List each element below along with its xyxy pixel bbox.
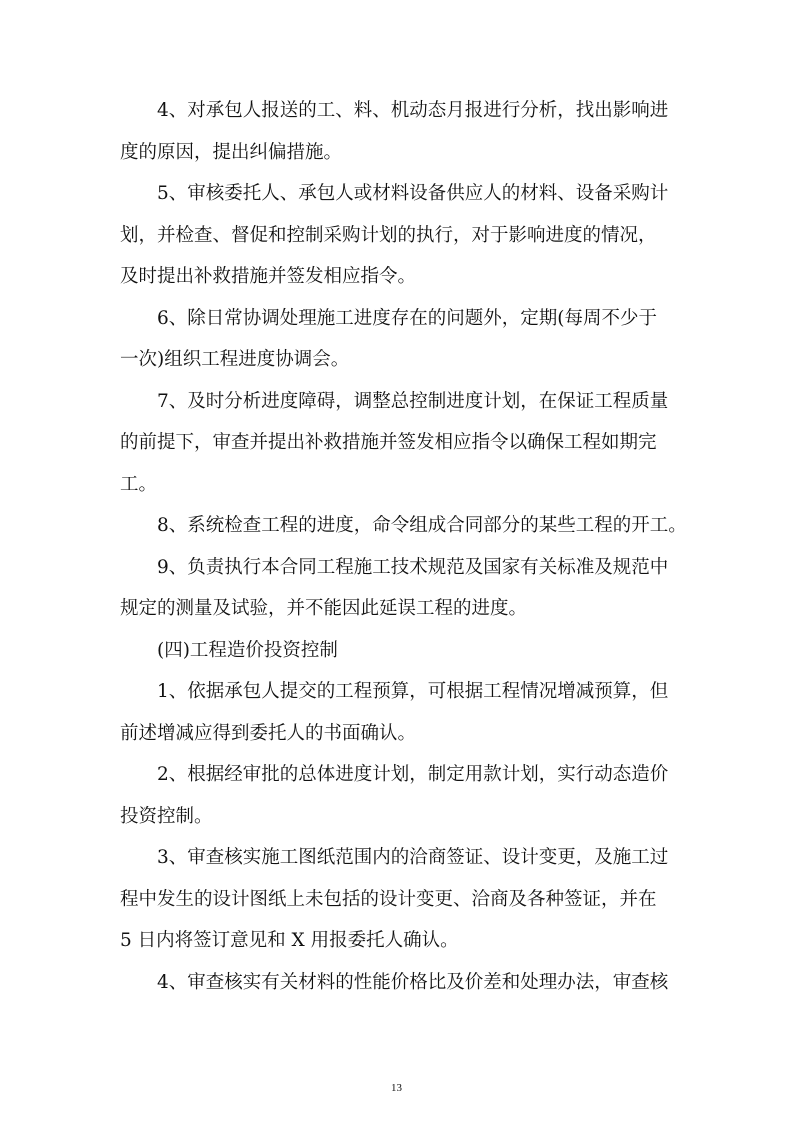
paragraph-line: 规定的测量及试验，并不能因此延误工程的进度。 [120, 598, 528, 619]
paragraph-line: 一次)组织工程进度协调会。 [120, 349, 350, 370]
paragraph-line: 及时提出补救措施并签发相应指令。 [120, 266, 417, 287]
paragraph-line: 工。 [120, 473, 158, 495]
paragraph-line: 2、根据经审批的总体进度计划，制定用款计划，实行动态造价 [157, 764, 669, 785]
paragraph-line: 度的原因，提出纠偏措施。 [120, 141, 343, 163]
paragraph-line: 前述增减应得到委托人的书面确认。 [120, 722, 417, 744]
paragraph-line: 划，并检查、督促和控制采购计划的执行，对于影响进度的情况， [120, 224, 657, 246]
section-heading: (四)工程造价投资控制 [157, 639, 338, 661]
body-text [120, 90, 690, 1003]
paragraph-line: 9、负责执行本合同工程施工技术规范及国家有关标准及规范中 [157, 556, 669, 578]
paragraph-line: 的前提下，审查并提出补救措施并签发相应指令以确保工程如期完 [120, 432, 657, 453]
paragraph-line: 8、系统检查工程的进度，命令组成合同部分的某些工程的开工。 [157, 515, 687, 536]
paragraph-line: 程中发生的设计图纸上未包括的设计变更、洽商及各种签证，并在 [120, 888, 657, 910]
paragraph-line: 6、除日常协调处理施工进度存在的问题外，定期(每周不少于 [157, 307, 657, 329]
paragraph-line: 4、对承包人报送的工、料、机动态月报进行分析，找出影响进 [157, 100, 669, 121]
page-number: 13 [391, 1082, 402, 1094]
paragraph-line: 投资控制。 [120, 805, 213, 827]
paragraph-line: 3、审查核实施工图纸范围内的洽商签证、设计变更，及施工过 [157, 847, 669, 868]
paragraph-line: 4、审查核实有关材料的性能价格比及价差和处理办法，审查核 [157, 971, 669, 993]
paragraph-line: 7、及时分析进度障碍，调整总控制进度计划，在保证工程质量 [157, 390, 669, 412]
paragraph-line: 1、依据承包人提交的工程预算，可根据工程情况增减预算，但 [157, 681, 669, 702]
paragraph-line: 5 日内将签订意见和 X 用报委托人确认。 [120, 930, 459, 951]
paragraph-line: 5、审核委托人、承包人或材料设备供应人的材料、设备采购计 [157, 183, 669, 204]
